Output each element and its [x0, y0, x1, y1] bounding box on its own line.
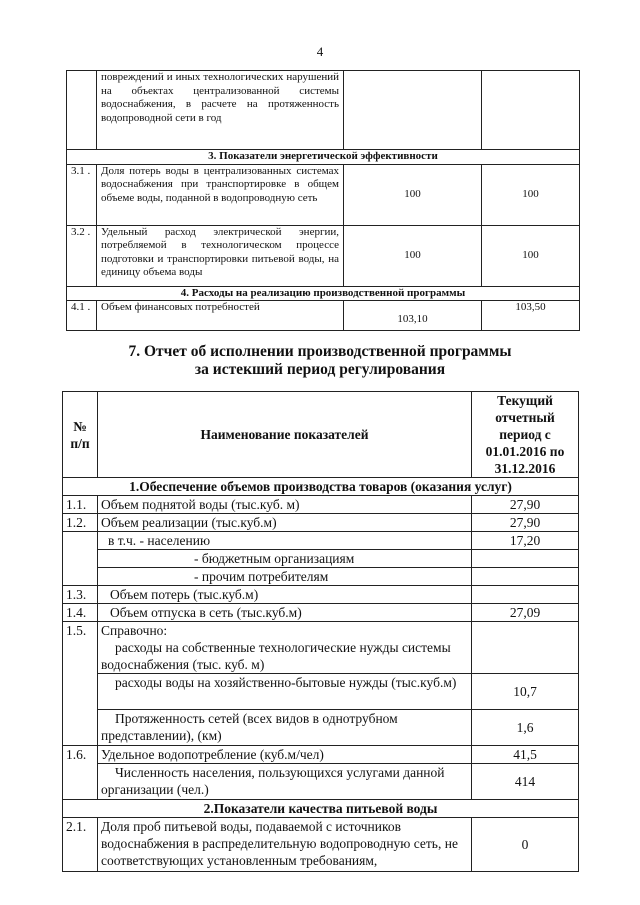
table-row	[63, 710, 579, 746]
indicator-name	[98, 622, 472, 674]
indicator-name: в т.ч. - населению	[98, 532, 472, 550]
section-row	[67, 286, 580, 301]
row-number: 1.1.	[63, 496, 98, 514]
table-cell	[482, 71, 580, 150]
value-cell: 100	[482, 164, 580, 225]
table-row	[63, 818, 579, 872]
row-number: 1.5.	[63, 622, 98, 674]
table-row	[63, 622, 579, 674]
table-row	[63, 514, 579, 532]
indicator-name: повреждений и иных технологических нарушений на объектах централизованной системы водоснабжения, в расчете на протяженность водопроводной сети в год	[97, 71, 344, 150]
indicator-name: Доля потерь воды в централизованных системах водоснабжения при транспортировке в общем объеме воды, поданной в водопроводную сеть	[97, 164, 344, 225]
row-number: 1.6.	[63, 746, 98, 764]
section-row	[63, 478, 579, 496]
value-cell: 103,10	[344, 301, 482, 331]
report-heading-line2: за истекший период регулирования	[194, 361, 446, 378]
value-cell: 0	[472, 818, 579, 872]
value-cell: 27,90	[472, 496, 579, 514]
value-cell: 10,7	[472, 674, 579, 710]
indicator-name: Объем финансовых потребностей	[97, 301, 344, 331]
page-number: 4	[316, 44, 324, 59]
table-row	[63, 674, 579, 710]
value-cell: 100	[344, 164, 482, 225]
value-cell: 103,50	[482, 301, 580, 331]
table-cell	[63, 710, 98, 746]
section-title: 3. Показатели энергетической эффективности	[67, 150, 580, 165]
value-cell: 27,90	[472, 514, 579, 532]
value-cell	[472, 550, 579, 568]
table-cell	[63, 674, 98, 710]
report-heading-line1: 7. Отчет об исполнении производственной программы	[128, 343, 512, 360]
table-row	[67, 301, 580, 331]
table-row	[63, 532, 579, 550]
value-cell: 100	[482, 225, 580, 286]
reference-sub-item: Протяженность сетей (всех видов в однотрубном представлении), (км)	[98, 710, 472, 746]
header-name: Наименование показателей	[98, 392, 472, 478]
value-cell	[472, 586, 579, 604]
indicator-name: Численность населения, пользующихся услугами данной организации (чел.)	[98, 764, 472, 800]
reference-sub-item: расходы на собственные технологические нужды системы водоснабжения (тыс. куб. м)	[101, 640, 451, 672]
section-title: 2.Показатели качества питьевой воды	[63, 800, 579, 818]
header-row	[63, 392, 579, 478]
table-row	[63, 604, 579, 622]
row-number: 3.2 .	[67, 225, 97, 286]
header-num: № п/п	[63, 392, 98, 478]
section-row	[63, 800, 579, 818]
indicator-name: Объем реализации (тыс.куб.м)	[98, 514, 472, 532]
table-row	[63, 764, 579, 800]
value-cell: 100	[344, 225, 482, 286]
reference-label: Справочно:	[101, 623, 168, 638]
table-cell	[63, 532, 98, 586]
row-number: 3.1 .	[67, 164, 97, 225]
reference-sub-item: расходы воды на хозяйственно-бытовые нужды (тыс.куб.м)	[98, 674, 472, 710]
indicator-name: Объем отпуска в сеть (тыс.куб.м)	[98, 604, 472, 622]
value-cell: 27,09	[472, 604, 579, 622]
table-row	[63, 550, 579, 568]
table-row	[67, 71, 580, 150]
header-value: Текущий отчетный период с 01.01.2016 по 31.12.2016	[472, 392, 579, 478]
section-title: 4. Расходы на реализацию производственной программы	[67, 286, 580, 301]
indicator-name: Удельное водопотребление (куб.м/чел)	[98, 746, 472, 764]
row-number: 1.4.	[63, 604, 98, 622]
row-number: 1.3.	[63, 586, 98, 604]
section-title: 1.Обеспечение объемов производства товаров (оказания услуг)	[63, 478, 579, 496]
row-number: 1.2.	[63, 514, 98, 532]
value-cell: 1,6	[472, 710, 579, 746]
row-number: 4.1 .	[67, 301, 97, 331]
indicator-name: Объем потерь (тыс.куб.м)	[98, 586, 472, 604]
table-cell	[67, 71, 97, 150]
table-row	[67, 164, 580, 225]
indicator-name: Доля проб питьевой воды, подаваемой с источников водоснабжения в распределительную водопроводную сеть, не соответствующих установленным требованиям,	[98, 818, 472, 872]
indicator-name: Объем поднятой воды (тыс.куб. м)	[98, 496, 472, 514]
value-cell	[472, 622, 579, 674]
value-cell: 17,20	[472, 532, 579, 550]
table-row	[63, 496, 579, 514]
indicator-name: - бюджетным организациям	[98, 550, 472, 568]
table-row	[63, 568, 579, 586]
table-cell	[344, 71, 482, 150]
table-cell	[63, 764, 98, 800]
table-row	[67, 225, 580, 286]
row-number: 2.1.	[63, 818, 98, 872]
performance-indicators-table	[66, 70, 580, 331]
value-cell: 41,5	[472, 746, 579, 764]
indicator-name: - прочим потребителям	[98, 568, 472, 586]
table-row	[63, 586, 579, 604]
value-cell: 414	[472, 764, 579, 800]
program-report-table	[62, 391, 579, 872]
section-row	[67, 150, 580, 165]
table-row	[63, 746, 579, 764]
value-cell	[472, 568, 579, 586]
indicator-name: Удельный расход электрической энергии, потребляемой в технологическом процессе подготовки и транспортировки питьевой воды, на единицу объема воды	[97, 225, 344, 286]
